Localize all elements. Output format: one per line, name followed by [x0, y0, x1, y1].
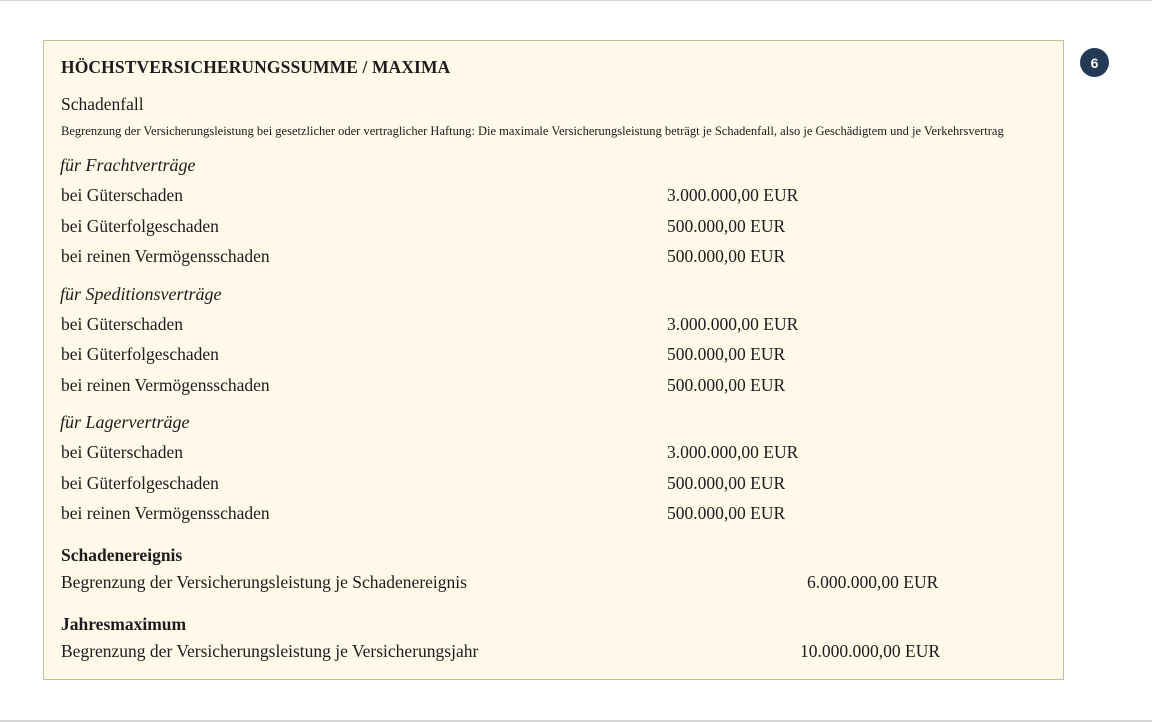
row-label: bei reinen Vermögensschaden: [61, 503, 270, 523]
row-value: 500.000,00 EUR: [667, 473, 786, 493]
row-value: 500.000,00 EUR: [667, 375, 786, 395]
row-label: bei Güterfolgeschaden: [61, 216, 219, 236]
row-value: 3.000.000,00 EUR: [667, 314, 799, 334]
row-value: 500.000,00 EUR: [667, 246, 786, 266]
section-heading-frachtvertraege: für Frachtverträge: [60, 155, 196, 175]
schadenereignis-heading: Schadenereignis: [61, 545, 183, 565]
row-value: 500.000,00 EUR: [667, 344, 786, 364]
description-text: Begrenzung der Versicherungsleistung bei gesetzlicher oder vertraglicher Haftung: Die maximale Versicherungsleistung beträgt je Schadenfall, also je Geschädigtem und je Verkehrsvertrag: [61, 124, 1004, 138]
top-divider: [0, 0, 1152, 1]
row-label: bei Güterschaden: [61, 314, 183, 334]
row-value: 3.000.000,00 EUR: [667, 442, 799, 462]
row-label: bei reinen Vermögensschaden: [61, 375, 270, 395]
row-label: bei Güterschaden: [61, 185, 183, 205]
row-label: bei reinen Vermögensschaden: [61, 246, 270, 266]
row-label: bei Güterfolgeschaden: [61, 473, 219, 493]
section-heading-speditionsvertraege: für Speditionsverträge: [60, 284, 222, 304]
section-heading-lagervertraege: für Lagerverträge: [60, 412, 190, 432]
row-value: 500.000,00 EUR: [667, 503, 786, 523]
schadenfall-heading: Schadenfall: [61, 94, 144, 114]
row-label: bei Güterfolgeschaden: [61, 344, 219, 364]
jahresmaximum-label: Begrenzung der Versicherungsleistung je Versicherungsjahr: [61, 641, 479, 661]
row-value: 3.000.000,00 EUR: [667, 185, 799, 205]
schadenereignis-value: 6.000.000,00 EUR: [807, 572, 939, 592]
page-number-badge: 6: [1080, 48, 1109, 77]
row-value: 500.000,00 EUR: [667, 216, 786, 236]
jahresmaximum-value: 10.000.000,00 EUR: [800, 641, 940, 661]
row-label: bei Güterschaden: [61, 442, 183, 462]
schadenereignis-label: Begrenzung der Versicherungsleistung je Schadenereignis: [61, 572, 467, 592]
jahresmaximum-heading: Jahresmaximum: [61, 614, 187, 634]
document-title: HÖCHSTVERSICHERUNGSSUMME / MAXIMA: [61, 57, 451, 77]
